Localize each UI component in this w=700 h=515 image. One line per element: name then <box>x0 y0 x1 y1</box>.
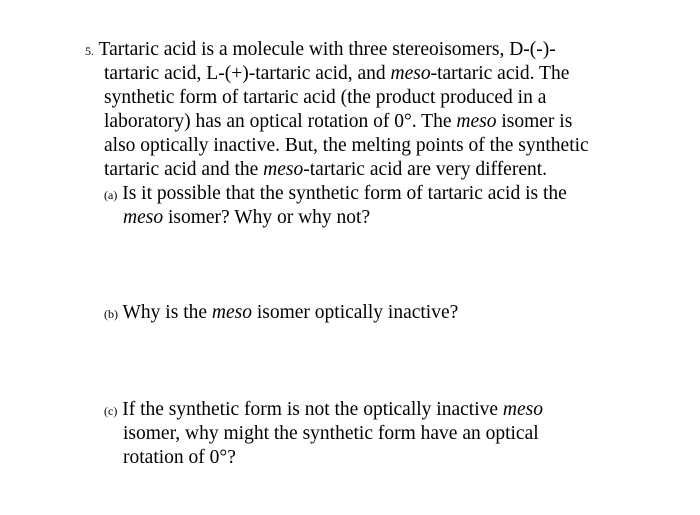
stem-text: -tartaric acid are very different. <box>303 159 548 180</box>
stem-italic: meso <box>263 159 304 180</box>
stem-text: tartaric acid and the <box>104 159 264 180</box>
part-c-line-1 <box>104 398 543 423</box>
part-a-italic: meso <box>123 207 164 228</box>
stem-line-3 <box>104 86 546 110</box>
part-a-line-2 <box>123 206 370 230</box>
part-c-text: rotation of 0°? <box>123 447 236 468</box>
part-c-text: isomer, why might the synthetic form have an optical <box>123 423 539 444</box>
stem-text: laboratory) has an optical rotation of 0°. The <box>104 111 457 132</box>
part-b-text: Why is the <box>122 302 212 323</box>
stem-line-6 <box>104 158 547 182</box>
part-a-label: (a) <box>104 188 118 202</box>
part-a-text: isomer? Why or why not? <box>163 207 371 228</box>
part-b-label: (b) <box>104 307 118 321</box>
stem-text: Tartaric acid is a molecule with three stereoisomers, D-(-)- <box>98 39 556 60</box>
stem-italic: meso <box>456 111 497 132</box>
stem-line-1 <box>85 38 556 63</box>
part-a-text: Is it possible that the synthetic form of tartaric acid is the <box>122 183 567 204</box>
part-c-line-2 <box>123 422 539 446</box>
part-b-line-1 <box>104 301 458 326</box>
stem-text: also optically inactive. But, the melting points of the synthetic <box>104 135 589 156</box>
stem-text: tartaric acid, L-(+)-tartaric acid, and <box>104 63 391 84</box>
part-b-italic: meso <box>211 302 252 323</box>
stem-text: synthetic form of tartaric acid (the product produced in a <box>104 87 547 108</box>
part-c-text: If the synthetic form is not the optically inactive <box>122 399 503 420</box>
part-c-label: (c) <box>104 404 118 418</box>
stem-text: isomer is <box>496 111 573 132</box>
part-b-text: isomer optically inactive? <box>251 302 459 323</box>
stem-line-4 <box>104 110 572 134</box>
stem-text: -tartaric acid. The <box>430 63 570 84</box>
stem-line-2 <box>104 62 569 86</box>
part-c-line-3 <box>123 446 236 470</box>
part-a-line-1 <box>104 182 567 207</box>
stem-line-5 <box>104 134 589 158</box>
stem-italic: meso <box>390 63 431 84</box>
question-number: 5. <box>85 44 94 58</box>
part-c-italic: meso <box>502 399 543 420</box>
